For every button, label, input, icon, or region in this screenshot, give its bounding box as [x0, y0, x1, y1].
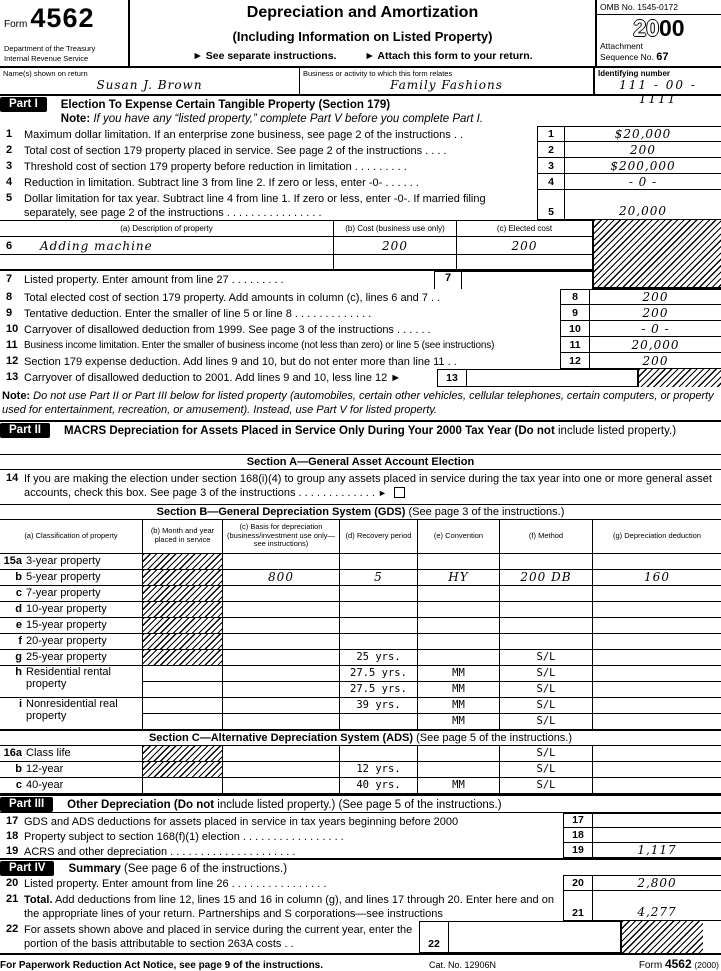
line-5: 5 Dollar limitation for tax year. Subtract line 4 from line 1. If zero or less, enter -0-. If married filing separately, see page 2 of the instructions . . . . . . . . . . . . . . . . 5 20,000 [0, 190, 721, 220]
r15g-method: S/L [500, 650, 593, 666]
line-22-amount[interactable] [449, 921, 620, 953]
line-20: 20 Listed property. Enter amount from line 26 . . . . . . . . . . . . . . . . 20 2,800 [0, 875, 721, 891]
form-header [0, 0, 721, 68]
line-13-amount[interactable] [467, 369, 637, 387]
r15c-method[interactable] [500, 586, 593, 602]
part1-note-label: Note: [60, 113, 91, 126]
shaded-cell [143, 602, 223, 618]
shaded-cell [143, 618, 223, 634]
sectionC-heading: Section C—Alternative Depreciation System (ADS) (See page 5 of the instructions.) [0, 731, 721, 746]
line-12-amount[interactable]: 200 [590, 353, 721, 369]
line-2: 2 Total cost of section 179 property placed in service. See page 2 of the instructions . . . . 2 200 [0, 142, 721, 158]
r15g-basis[interactable] [223, 650, 340, 666]
line-10: 10 Carryover of disallowed deduction from 1999. See page 3 of the instructions . . . . . . 10 - 0 - [0, 321, 721, 337]
row-15c-label: c 7-year property [0, 586, 143, 602]
r15d-recovery[interactable] [340, 602, 418, 618]
line-1: 1 Maximum dollar limitation. If an enterprise zone business, see page 2 of the instructions . . 1 $20,000 [0, 126, 721, 142]
part3-header: Part III Other Depreciation (Do not include listed property.) (See page 5 of the instructions.) [0, 796, 721, 813]
dept-line2: Internal Revenue Service [4, 53, 89, 63]
r15i2-deduction[interactable] [593, 714, 721, 730]
part4-title: Summary [68, 862, 121, 875]
col-c-header: (c) Elected cost [496, 224, 553, 233]
r15a-deduction[interactable] [593, 554, 721, 570]
r15c-recovery[interactable] [340, 586, 418, 602]
line-4: 4 Reduction in limitation. Subtract line 3 from line 2. If zero or less, enter -0- . . . . . . 4 - 0 - [0, 174, 721, 190]
gds-col-a-header: (a) Classification of property [0, 520, 143, 554]
r15b-convention[interactable]: HY [418, 570, 500, 586]
see-instructions-note: ► See separate instructions. [192, 50, 337, 62]
line-1-amount[interactable]: $20,000 [565, 126, 721, 142]
r15i1-convention: MM [418, 698, 500, 714]
sequence-number: 67 [656, 51, 669, 64]
property-cost-field[interactable]: 200 [334, 237, 457, 254]
row-15e-label: e 15-year property [0, 618, 143, 634]
line-13: 13 Carryover of disallowed deduction to 2001. Add lines 9 and 10, less line 12 ► 13 [0, 369, 721, 387]
r15h2-convention: MM [418, 682, 500, 698]
line-8-box: 8 [560, 289, 590, 305]
r16a-method: S/L [500, 746, 593, 762]
r15d-method[interactable] [500, 602, 593, 618]
r15g-deduction[interactable] [593, 650, 721, 666]
shaded-cell [143, 762, 223, 778]
r15g-recovery: 25 yrs. [340, 650, 418, 666]
r15b-recovery[interactable]: 5 [340, 570, 418, 586]
general-asset-election-checkbox[interactable] [394, 487, 405, 498]
r15f-recovery[interactable] [340, 634, 418, 650]
line-2-amount[interactable]: 200 [565, 142, 721, 158]
r15i2-recovery[interactable] [340, 714, 418, 730]
r15d-convention[interactable] [418, 602, 500, 618]
identifying-number-field[interactable]: 111 - 00 - 1111 [619, 78, 697, 106]
dept-line1: Department of the Treasury [4, 44, 96, 54]
part1-note-text: If you have any “listed property,” complete Part V before you complete Part I. [93, 113, 484, 126]
row-15i-label: i Nonresidential real property [0, 698, 143, 730]
r16a-recovery[interactable] [340, 746, 418, 762]
r15a-basis[interactable] [223, 554, 340, 570]
r16c-deduction[interactable] [593, 778, 721, 794]
line-5-box: 5 [537, 190, 565, 220]
r15i1-month[interactable] [143, 698, 223, 714]
r15h1-convention: MM [418, 666, 500, 682]
shaded-cell [143, 650, 223, 666]
r16b-recovery: 12 yrs. [340, 762, 418, 778]
r15i2-basis[interactable] [223, 714, 340, 730]
line-3-box: 3 [537, 158, 565, 174]
shaded-cell [143, 586, 223, 602]
line-8: 8 Total elected cost of section 179 property. Add amounts in column (c), lines 6 and 7 . . 8 200 [0, 289, 721, 305]
line-21: 21 Total. Add deductions from line 12, lines 15 and 16 in column (g), and lines 17 through 20. Enter here and on the appropriate lines of your return. Partnerships and S corporations—see instructions 21 4,277 [0, 891, 721, 921]
line-11-amount[interactable]: 20,000 [590, 337, 721, 353]
line-12: 12 Section 179 expense deduction. Add lines 9 and 10, but do not enter more than line 11 . . 12 200 [0, 353, 721, 369]
r15h1-method: S/L [500, 666, 593, 682]
r16c-basis[interactable] [223, 778, 340, 794]
row-15a-label: 15a 3-year property [0, 554, 143, 570]
line-11: 11 Business income limitation. Enter the smaller of business income (not less than zero) or line 5 (see instructions) 11 20,000 [0, 337, 721, 353]
line-9-box: 9 [560, 305, 590, 321]
col-b-header: (b) Cost (business use only) [334, 221, 457, 236]
line-18: 18 Property subject to section 168(f)(1) election . . . . . . . . . . . . . . . . . 18 [0, 828, 721, 843]
r15e-basis[interactable] [223, 618, 340, 634]
r16c-convention: MM [418, 778, 500, 794]
part1-title: Election To Expense Certain Tangible Property (Section 179) [60, 99, 391, 111]
r16c-month[interactable] [143, 778, 223, 794]
shaded-area [592, 220, 721, 289]
row-15g-label: g 25-year property [0, 650, 143, 666]
part3-label: Part III [0, 797, 53, 812]
shaded-cell [143, 634, 223, 650]
arrow-icon: ► [378, 487, 387, 498]
line-22-box: 22 [419, 921, 449, 953]
r15c-basis[interactable] [223, 586, 340, 602]
business-label: Business or activity to which this form relates [303, 69, 453, 78]
row-16b-label: b 12-year [0, 762, 143, 778]
line-18-amount[interactable] [593, 828, 721, 843]
line-2-box: 2 [537, 142, 565, 158]
name-label: Name(s) shown on return [3, 69, 88, 78]
part1-bottom-note: Note: Do not use Part II or Part III below for listed property (automobiles, certain other vehicles, cellular telephones, certain computers, or property used for entertainment, recreation, or amusement). Instead, use Part V for listed property. [0, 387, 721, 422]
line-4-amount[interactable]: - 0 - [565, 174, 721, 190]
r16a-convention[interactable] [418, 746, 500, 762]
line-10-box: 10 [560, 321, 590, 337]
ads-table [0, 746, 721, 796]
r15g-convention[interactable] [418, 650, 500, 666]
line-20-amount[interactable]: 2,800 [593, 875, 721, 891]
r15f-method[interactable] [500, 634, 593, 650]
section179-property-block [0, 220, 721, 289]
r15d-basis[interactable] [223, 602, 340, 618]
property-cost-field-2[interactable] [334, 255, 457, 269]
line-11-box: 11 [560, 337, 590, 353]
line-14: 14 If you are making the election under section 168(i)(4) to group any assets placed in service during the tax year into one or more general asset accounts, check this box. See page 3 of the instructions . . . . . . . . . . . . . ► [6, 471, 712, 499]
r15h1-basis[interactable] [223, 666, 340, 682]
r15c-convention[interactable] [418, 586, 500, 602]
property-description-field-2[interactable] [26, 255, 334, 269]
r15b-basis[interactable]: 800 [223, 570, 340, 586]
r15i2-month[interactable] [143, 714, 223, 730]
r15i2-convention: MM [418, 714, 500, 730]
r15h2-deduction[interactable] [593, 682, 721, 698]
line-4-box: 4 [537, 174, 565, 190]
r15i1-method: S/L [500, 698, 593, 714]
line-7-amount[interactable] [462, 271, 592, 289]
part3-title: Other Depreciation (Do not [67, 798, 215, 811]
row-15d-label: d 10-year property [0, 602, 143, 618]
r15h2-basis[interactable] [223, 682, 340, 698]
page-footer [0, 953, 721, 971]
r15b-method[interactable]: 200 DB [500, 570, 593, 586]
shaded-area [637, 369, 721, 387]
r16b-basis[interactable] [223, 762, 340, 778]
part4-header: Part IV Summary (See page 6 of the instructions.) [0, 858, 721, 875]
gds-col-d-header: (d) Recovery period [340, 520, 418, 554]
shaded-cell [143, 554, 223, 570]
r15f-convention[interactable] [418, 634, 500, 650]
business-field[interactable]: Family Fashions [390, 78, 503, 92]
paperwork-notice: For Paperwork Reduction Act Notice, see page 9 of the instructions. [0, 959, 324, 971]
form-word: Form [4, 19, 28, 30]
line-10-amount[interactable]: - 0 - [590, 321, 721, 337]
name-field[interactable]: Susan J. Brown [96, 78, 203, 92]
line-18-box: 18 [563, 828, 593, 843]
property-description-field[interactable]: Adding machine [26, 237, 334, 254]
r15f-deduction[interactable] [593, 634, 721, 650]
form-footer-id: Form 4562 (2000) [638, 956, 719, 971]
shaded-cell [143, 746, 223, 762]
r16b-method: S/L [500, 762, 593, 778]
r15h2-method: S/L [500, 682, 593, 698]
r16a-basis[interactable] [223, 746, 340, 762]
part4-label: Part IV [0, 861, 54, 876]
tax-year: 2000 [633, 15, 685, 41]
r15h2-recovery: 27.5 yrs. [340, 682, 418, 698]
r16b-convention[interactable] [418, 762, 500, 778]
line-17-box: 17 [563, 813, 593, 828]
shaded-cell [143, 570, 223, 586]
line-19: 19 ACRS and other depreciation . . . . . . . . . . . . . . . . . . . . . 19 1,117 [0, 843, 721, 858]
row-16c-label: c 40-year [0, 778, 143, 794]
part2-title: MACRS Depreciation for Assets Placed in Service Only During Your 2000 Tax Year (Do not [63, 424, 555, 437]
line-21-amount[interactable]: 4,277 [593, 891, 721, 921]
part2-header: Part II MACRS Depreciation for Assets Placed in Service Only During Your 2000 Tax Year (Do not include listed property.) [0, 422, 721, 454]
r15h1-deduction[interactable] [593, 666, 721, 682]
r15i1-basis[interactable] [223, 698, 340, 714]
line-7: 7 Listed property. Enter amount from line 27 . . . . . . . . . 7 [0, 271, 592, 289]
gds-col-e-header: (e) Convention [418, 520, 500, 554]
r15d-deduction[interactable] [593, 602, 721, 618]
line-5-amount[interactable]: 20,000 [565, 190, 721, 220]
line-17-amount[interactable] [593, 813, 721, 828]
gds-col-b-header: (b) Month and year placed in service [143, 520, 223, 554]
col-a-header: (a) Description of property [0, 221, 334, 236]
r15i2-method: S/L [500, 714, 593, 730]
row-15h-label: h Residential rental property [0, 666, 143, 698]
row-16a-label: 16a Class life [0, 746, 143, 762]
row-15f-label: f 20-year property [0, 634, 143, 650]
property-elected-cost-field-2[interactable] [457, 255, 592, 269]
gds-col-c-header: (c) Basis for depreciation (business/investment use only—see instructions) [223, 520, 340, 554]
line-8-amount[interactable]: 200 [590, 289, 721, 305]
r15e-recovery[interactable] [340, 618, 418, 634]
r15f-basis[interactable] [223, 634, 340, 650]
r15e-method[interactable] [500, 618, 593, 634]
line-3-amount[interactable]: $200,000 [565, 158, 721, 174]
r15h1-month[interactable] [143, 666, 223, 682]
row-15b-label: b 5-year property [0, 570, 143, 586]
line-17: 17 GDS and ADS deductions for assets placed in service in tax years beginning before 2000 17 [0, 813, 721, 828]
omb-number: OMB No. 1545-0172 [597, 0, 721, 15]
line-1-box: 1 [537, 126, 565, 142]
property-elected-cost-field[interactable]: 200 [511, 238, 538, 253]
line-21-box: 21 [563, 891, 593, 921]
line-12-box: 12 [560, 353, 590, 369]
r15e-convention[interactable] [418, 618, 500, 634]
sectionB-heading: Section B—General Depreciation System (GDS) (See page 3 of the instructions.) [0, 504, 721, 520]
line-22: 22 For assets shown above and placed in service during the current year, enter the portion of the basis attributable to section 263A costs . . 22 [0, 921, 721, 953]
line-20-box: 20 [563, 875, 593, 891]
r15h1-recovery: 27.5 yrs. [340, 666, 418, 682]
sequence-label: Sequence No. 67 [600, 51, 669, 64]
r15a-method[interactable] [500, 554, 593, 570]
attachment-label: Attachment [600, 41, 643, 51]
r16c-recovery: 40 yrs. [340, 778, 418, 794]
identifying-number-label: Identifying number [598, 69, 670, 78]
r15a-recovery[interactable] [340, 554, 418, 570]
part1-label: Part I [0, 97, 47, 112]
line-9-amount[interactable]: 200 [590, 305, 721, 321]
form-number: 4562 [30, 3, 95, 33]
shaded-area [620, 921, 703, 953]
line-19-box: 19 [563, 843, 593, 858]
line-19-amount[interactable]: 1,117 [593, 843, 721, 858]
gds-col-f-header: (f) Method [500, 520, 593, 554]
r15a-convention[interactable] [418, 554, 500, 570]
attach-note: ► Attach this form to your return. [364, 50, 533, 62]
line-7-box: 7 [434, 271, 462, 289]
line-9: 9 Tentative deduction. Enter the smaller of line 5 or line 8 . . . . . . . . . . . . . 9 200 [0, 305, 721, 321]
form-subtitle: (Including Information on Listed Property) [232, 28, 493, 44]
r15c-deduction[interactable] [593, 586, 721, 602]
r16b-deduction[interactable] [593, 762, 721, 778]
catalog-number: Cat. No. 12906N [429, 959, 497, 970]
sectionA-heading: Section A—General Asset Account Election [0, 454, 721, 470]
r16c-method: S/L [500, 778, 593, 794]
line-6-number: 6 [6, 239, 13, 252]
r15i1-deduction[interactable] [593, 698, 721, 714]
gds-table [0, 520, 721, 731]
part2-label: Part II [0, 423, 50, 438]
r15h2-month[interactable] [143, 682, 223, 698]
gds-col-g-header: (g) Depreciation deduction [593, 520, 721, 554]
line-3: 3 Threshold cost of section 179 property before reduction in limitation . . . . . . . . . 3 $200,000 [0, 158, 721, 174]
r15b-deduction[interactable]: 160 [593, 570, 721, 586]
r16a-deduction[interactable] [593, 746, 721, 762]
r15i1-recovery: 39 yrs. [340, 698, 418, 714]
form-title: Depreciation and Amortization [246, 4, 479, 21]
r15e-deduction[interactable] [593, 618, 721, 634]
line-13-box: 13 [437, 369, 467, 387]
